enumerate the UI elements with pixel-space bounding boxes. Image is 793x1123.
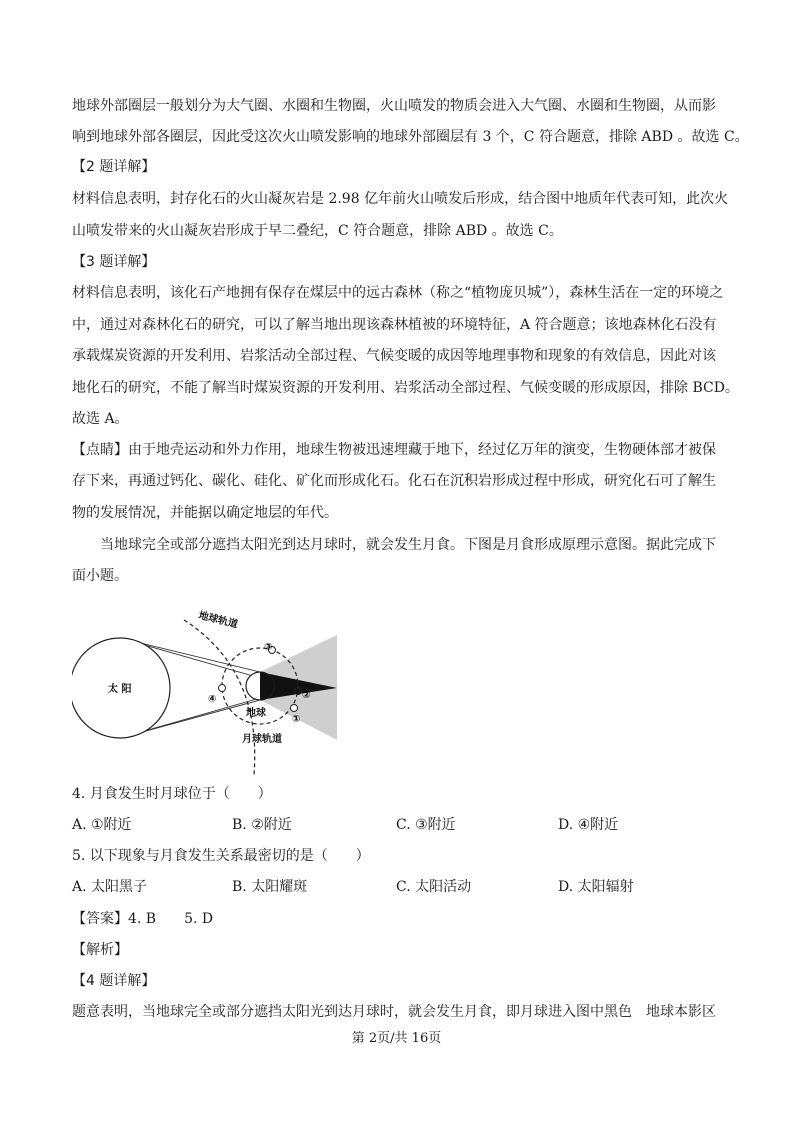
question-5-stem: 5. 以下现象与月食发生关系最密切的是（ ） [72, 848, 370, 864]
question-4-stem: 4. 月食发生时月球位于（ ） [72, 786, 272, 802]
text-line: 物的发展情况，并能据以确定地层的年代。 [72, 505, 338, 521]
q4-option-d: D. ④附近 [558, 817, 619, 833]
text-line: 承载煤炭资源的开发利用、岩浆活动全部过程、气候变暖的成因等地理事物和现象的有效信息，因此对该 [72, 348, 716, 364]
text-line: 响到地球外部各圈层，因此受这次火山喷发影响的地球外部圈层有 3 个，C 符合题意，排除 ABD 。故选 C。 [72, 129, 749, 145]
text-line: 地化石的研究，不能了解当时煤炭资源的开发利用、岩浆活动全部过程、气候变暖的形成原因，排除 BCD。 [72, 380, 739, 396]
pos1-label: ① [292, 714, 301, 725]
moon-position-1 [291, 705, 298, 712]
answer-line [72, 910, 213, 928]
section-heading: 【3 题详解】 [72, 254, 156, 270]
earth-orbit-arc [184, 620, 255, 775]
moon-orbit-label: 月球轨道 [242, 734, 282, 745]
text-line: 当地球完全或部分遮挡太阳光到达月球时，就会发生月食。下图是月食形成原理示意图。据此完成下 [100, 537, 716, 553]
q5-option-b: B. 太阳耀斑 [232, 879, 308, 895]
lunar-eclipse-diagram [72, 600, 362, 775]
q4-option-b: B. ②附近 [232, 817, 292, 833]
pos2-label: ② [302, 690, 311, 701]
pos3-label: ③ [264, 642, 273, 653]
pos4-label: ④ [208, 694, 217, 705]
page-footer: 第 2页/共 16页 [351, 1031, 442, 1046]
section-heading: 【2 题详解】 [72, 159, 156, 175]
text-line: 故选 A。 [72, 411, 129, 427]
earth-label: 地球 [246, 708, 266, 719]
text-line: 面小题。 [72, 568, 128, 584]
answer-label: 【答案】 [72, 911, 128, 927]
text-line: 中，通过对森林化石的研究，可以了解当地出现该森林植被的环境特征，A 符合题意；该地森林化石没有 [72, 317, 717, 333]
text-line: 地球外部圈层一般划分为大气圈、水圈和生物圈，火山喷发的物质会进入大气圈、水圈和生物圈，从而影 [72, 98, 716, 114]
text-line: 材料信息表明，该化石产地拥有保存在煤层中的远古森林（称之“植物庞贝城”），森林生活在一定的环境之 [72, 285, 724, 301]
text-line: 题意表明，当地球完全或部分遮挡太阳光到达月球时，就会发生月食，即月球进入图中黑色 地球本影区 [72, 1004, 716, 1020]
q5-option-a: A. 太阳黑子 [72, 879, 148, 895]
q4-option-c: C. ③附近 [396, 817, 456, 833]
section-heading: 【4 题详解】 [72, 973, 156, 989]
answer-text: 4. B 5. D [128, 911, 214, 927]
q5-option-d: D. 太阳辐射 [558, 879, 634, 895]
earth-orbit-label: 地球轨道 [197, 610, 239, 631]
text-line: 【点睛】由于地壳运动和外力作用，地球生物被迅速埋藏于地下，经过亿万年的演变，生物硬体部才被保 [72, 442, 716, 458]
text-line: 山喷发带来的火山凝灰岩形成于早二叠纪，C 符合题意，排除 ABD 。故选 C。 [72, 223, 563, 239]
sun-label: 太 阳 [108, 684, 132, 695]
text-line: 材料信息表明，封存化石的火山凝灰岩是 2.98 亿年前火山喷发后形成，结合图中地质年代表可知，此次火 [72, 191, 729, 207]
moon-position-4 [219, 685, 226, 692]
q4-option-a: A. ①附近 [72, 817, 132, 833]
text-line: 存下来，再通过钙化、碳化、硅化、矿化而形成化石。化石在沉积岩形成过程中形成，研究化石可了解生 [72, 473, 716, 489]
analysis-heading: 【解析】 [72, 942, 128, 958]
moon-position-2 [295, 688, 302, 695]
q5-option-c: C. 太阳活动 [396, 879, 472, 895]
